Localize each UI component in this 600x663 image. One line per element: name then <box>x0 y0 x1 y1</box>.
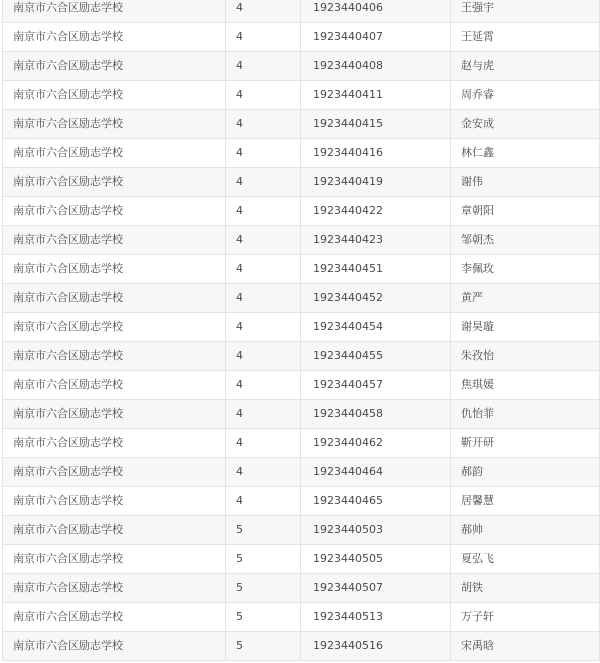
grade-cell: 4 <box>226 23 301 51</box>
student-id-cell: 1923440422 <box>301 197 451 225</box>
table-row <box>3 81 599 110</box>
student-id-cell: 1923440408 <box>301 52 451 80</box>
grade-cell: 4 <box>226 81 301 109</box>
school-cell: 南京市六合区励志学校 <box>3 197 226 225</box>
school-cell: 南京市六合区励志学校 <box>3 0 226 22</box>
school-cell: 南京市六合区励志学校 <box>3 255 226 283</box>
student-name-cell: 宋禹晗 <box>461 639 494 652</box>
student-name-cell: 黄严 <box>461 291 483 304</box>
table-row <box>3 400 599 429</box>
grade-cell: 4 <box>226 313 301 341</box>
table-row <box>3 545 599 574</box>
student-id-cell: 1923440423 <box>301 226 451 254</box>
student-name-cell: 焦琪媛 <box>461 378 494 391</box>
student-name-cell: 李佩玫 <box>461 262 494 275</box>
school-cell: 南京市六合区励志学校 <box>3 429 226 457</box>
grade-cell: 4 <box>226 52 301 80</box>
student-id-cell: 1923440505 <box>301 545 451 573</box>
table-row <box>3 197 599 226</box>
student-name-cell: 金安成 <box>461 117 494 130</box>
table-row <box>3 284 599 313</box>
student-id-cell: 1923440407 <box>301 23 451 51</box>
school-cell: 南京市六合区励志学校 <box>3 313 226 341</box>
school-cell: 南京市六合区励志学校 <box>3 284 226 312</box>
student-id-cell: 1923440503 <box>301 516 451 544</box>
table-row <box>3 603 599 632</box>
student-name-cell: 居馨慧 <box>461 494 494 507</box>
grade-cell: 4 <box>226 110 301 138</box>
grade-cell: 5 <box>226 516 301 544</box>
student-name-cell: 邹朝杰 <box>461 233 494 246</box>
student-id-cell: 1923440516 <box>301 632 451 660</box>
table-row <box>3 458 599 487</box>
student-name-cell: 谢伟 <box>461 175 483 188</box>
table-row <box>3 168 599 197</box>
grade-cell: 4 <box>226 197 301 225</box>
school-cell: 南京市六合区励志学校 <box>3 52 226 80</box>
school-cell: 南京市六合区励志学校 <box>3 458 226 486</box>
student-id-cell: 1923440451 <box>301 255 451 283</box>
student-id-cell: 1923440406 <box>301 0 451 22</box>
grade-cell: 4 <box>226 139 301 167</box>
table-row <box>3 139 599 168</box>
grade-cell: 5 <box>226 545 301 573</box>
grade-cell: 4 <box>226 226 301 254</box>
student-name-cell: 谢昊璇 <box>461 320 494 333</box>
student-name-cell: 靳开研 <box>461 436 494 449</box>
student-name-cell: 周乔睿 <box>461 88 494 101</box>
grade-cell: 4 <box>226 284 301 312</box>
table-row <box>3 255 599 284</box>
student-id-cell: 1923440464 <box>301 458 451 486</box>
school-cell: 南京市六合区励志学校 <box>3 371 226 399</box>
school-cell: 南京市六合区励志学校 <box>3 487 226 515</box>
student-name-cell: 万子轩 <box>461 610 494 623</box>
student-id-cell: 1923440411 <box>301 81 451 109</box>
student-id-cell: 1923440419 <box>301 168 451 196</box>
grade-cell: 5 <box>226 574 301 602</box>
table-row <box>3 226 599 255</box>
school-cell: 南京市六合区励志学校 <box>3 516 226 544</box>
grade-cell: 4 <box>226 371 301 399</box>
student-name-cell: 章朝阳 <box>461 204 494 217</box>
student-name-cell: 林仁鑫 <box>461 146 494 159</box>
school-cell: 南京市六合区励志学校 <box>3 110 226 138</box>
student-id-cell: 1923440454 <box>301 313 451 341</box>
table-row <box>3 574 599 603</box>
student-id-cell: 1923440513 <box>301 603 451 631</box>
student-table <box>2 0 600 661</box>
grade-cell: 4 <box>226 400 301 428</box>
student-name-cell: 郝帅 <box>461 523 483 536</box>
table-row <box>3 487 599 516</box>
grade-cell: 5 <box>226 603 301 631</box>
school-cell: 南京市六合区励志学校 <box>3 139 226 167</box>
student-id-cell: 1923440457 <box>301 371 451 399</box>
table-row <box>3 632 599 661</box>
student-name-cell: 赵与虎 <box>461 59 494 72</box>
student-id-cell: 1923440415 <box>301 110 451 138</box>
student-id-cell: 1923440416 <box>301 139 451 167</box>
grade-cell: 5 <box>226 632 301 660</box>
student-name-cell: 朱孜怡 <box>461 349 494 362</box>
student-name-cell: 王强宇 <box>461 1 494 14</box>
table-row <box>3 313 599 342</box>
student-name-cell: 夏弘飞 <box>461 552 494 565</box>
grade-cell: 4 <box>226 429 301 457</box>
grade-cell: 4 <box>226 255 301 283</box>
student-name-cell: 仇怡菲 <box>461 407 494 420</box>
grade-cell: 4 <box>226 487 301 515</box>
student-name-cell: 胡铁 <box>461 581 483 594</box>
grade-cell: 4 <box>226 0 301 22</box>
school-cell: 南京市六合区励志学校 <box>3 342 226 370</box>
table-row <box>3 429 599 458</box>
student-name-cell: 王延霄 <box>461 30 494 43</box>
grade-cell: 4 <box>226 168 301 196</box>
table-row <box>3 52 599 81</box>
student-id-cell: 1923440465 <box>301 487 451 515</box>
student-id-cell: 1923440462 <box>301 429 451 457</box>
school-cell: 南京市六合区励志学校 <box>3 400 226 428</box>
student-id-cell: 1923440452 <box>301 284 451 312</box>
grade-cell: 4 <box>226 458 301 486</box>
school-cell: 南京市六合区励志学校 <box>3 632 226 660</box>
school-cell: 南京市六合区励志学校 <box>3 81 226 109</box>
student-id-cell: 1923440507 <box>301 574 451 602</box>
table-row <box>3 516 599 545</box>
table-row <box>3 23 599 52</box>
school-cell: 南京市六合区励志学校 <box>3 603 226 631</box>
table-row <box>3 371 599 400</box>
grade-cell: 4 <box>226 342 301 370</box>
table-row <box>3 342 599 371</box>
student-id-cell: 1923440455 <box>301 342 451 370</box>
table-row <box>3 110 599 139</box>
student-id-cell: 1923440458 <box>301 400 451 428</box>
school-cell: 南京市六合区励志学校 <box>3 226 226 254</box>
school-cell: 南京市六合区励志学校 <box>3 168 226 196</box>
school-cell: 南京市六合区励志学校 <box>3 23 226 51</box>
school-cell: 南京市六合区励志学校 <box>3 574 226 602</box>
school-cell: 南京市六合区励志学校 <box>3 545 226 573</box>
student-name-cell: 郝韵 <box>461 465 483 478</box>
table-row <box>3 0 599 23</box>
table-body <box>3 0 599 661</box>
